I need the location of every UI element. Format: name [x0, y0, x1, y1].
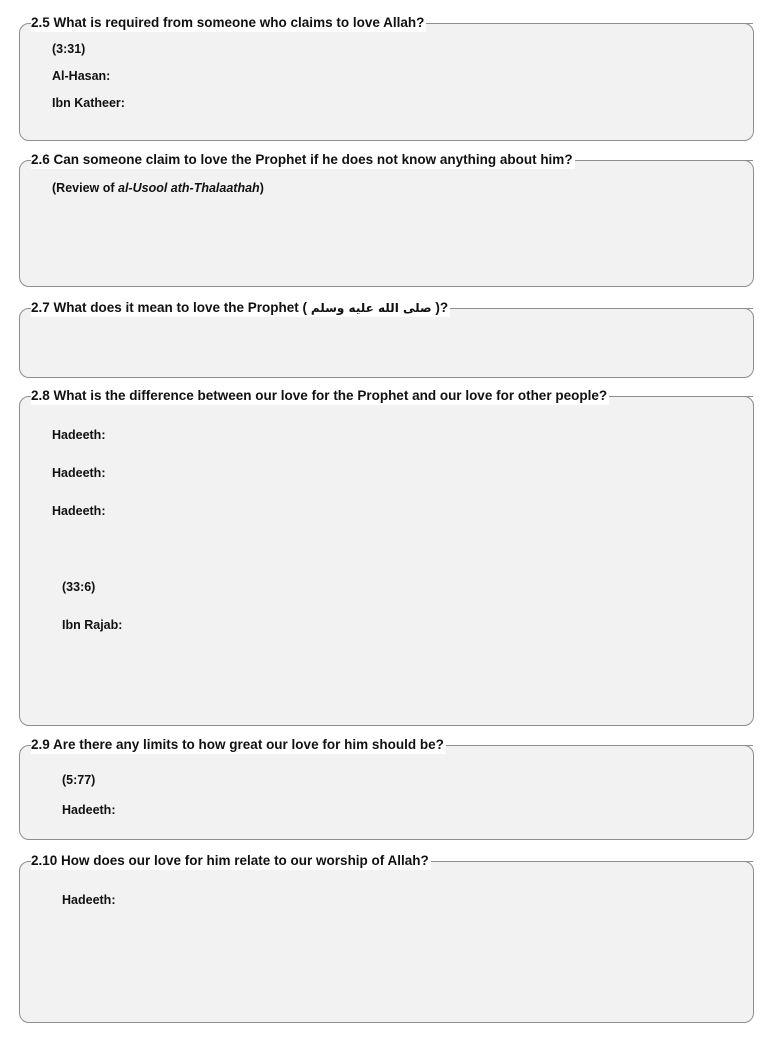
- verse-reference: (3:31): [52, 42, 86, 56]
- verse-reference: (5:77): [62, 773, 96, 787]
- review-note: (Review of al-Usool ath-Thalaathah): [52, 181, 264, 195]
- arabic-salutation: صلى الله عليه وسلم: [310, 301, 432, 315]
- field-label: Hadeeth:: [52, 466, 106, 480]
- section-2-5: [19, 15, 754, 141]
- book-title: al-Usool ath-Thalaathah: [118, 181, 260, 195]
- section-2-8: [19, 388, 754, 726]
- section-title: 2.6 Can someone claim to love the Prophet if he does not know anything about him?: [31, 152, 573, 167]
- section-title: 2.9 Are there any limits to how great our love for him should be?: [31, 737, 444, 752]
- section-title: 2.7 What does it mean to love the Prophet ( صلى الله عليه وسلم )?: [31, 300, 449, 315]
- section-2-9: [19, 737, 754, 840]
- section-2-7: [19, 300, 754, 378]
- section-title: 2.5 What is required from someone who claims to love Allah?: [31, 15, 425, 30]
- field-label: Ibn Katheer:: [52, 96, 125, 110]
- field-label: Al-Hasan:: [52, 69, 111, 83]
- verse-reference: (33:6): [62, 580, 96, 594]
- section-2-10: [19, 853, 754, 1023]
- section-2-6: [19, 152, 754, 287]
- field-label: Hadeeth:: [52, 504, 106, 518]
- section-title: 2.8 What is the difference between our love for the Prophet and our love for other people?: [31, 388, 608, 403]
- section-title: 2.10 How does our love for him relate to our worship of Allah?: [31, 853, 429, 868]
- field-label: Hadeeth:: [52, 428, 106, 442]
- field-label: Hadeeth:: [62, 893, 116, 907]
- field-label: Hadeeth:: [62, 803, 116, 817]
- field-label: Ibn Rajab:: [62, 618, 123, 632]
